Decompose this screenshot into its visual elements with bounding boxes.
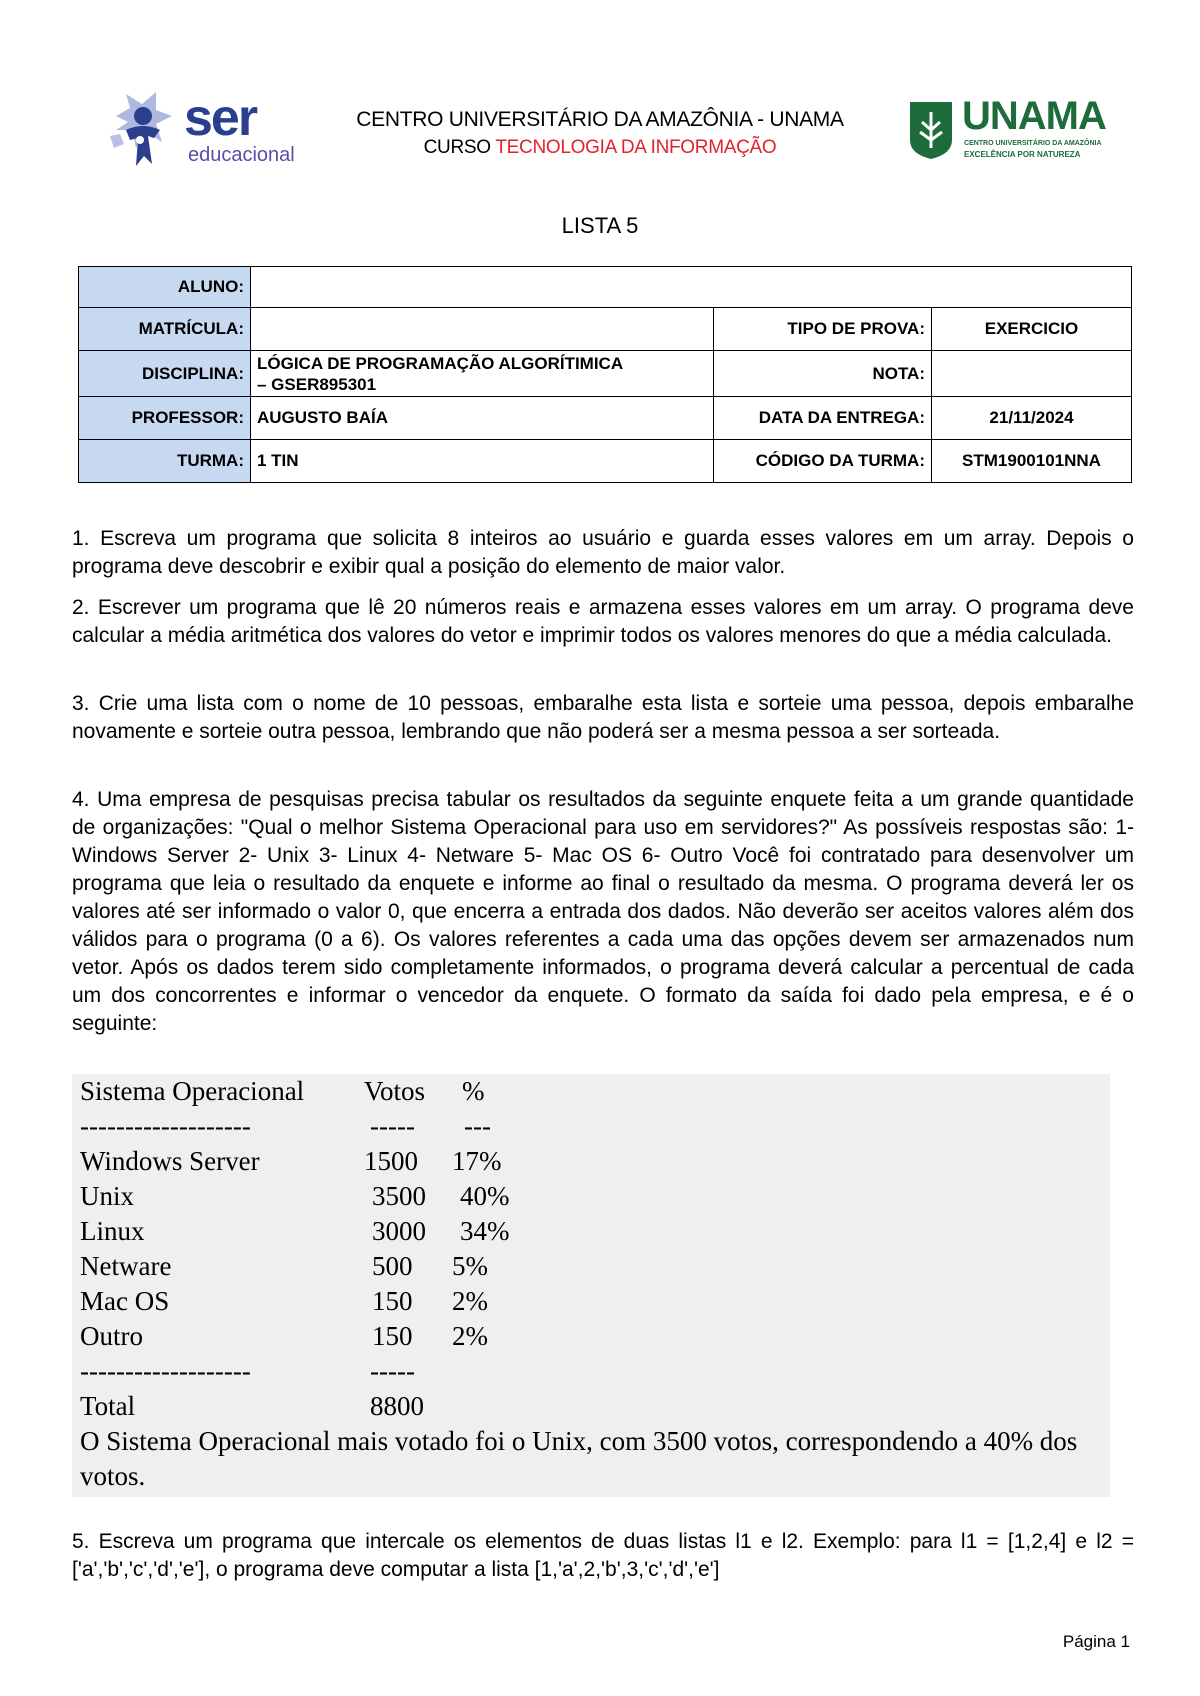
course-line — [300, 137, 900, 159]
dash-col2: ----- — [370, 1111, 415, 1141]
dash-col1: ------------------- — [80, 1111, 251, 1141]
course-prefix: CURSO — [423, 137, 491, 158]
matricula-value[interactable] — [251, 308, 714, 351]
os-name: Windows Server — [80, 1146, 260, 1176]
dash-col3: --- — [464, 1111, 491, 1141]
output-row — [72, 1249, 1110, 1284]
educacional-wordmark: educacional — [188, 144, 295, 166]
output-row — [72, 1179, 1110, 1214]
os-name: Linux — [80, 1216, 145, 1246]
col-votes-header: Votos — [364, 1076, 426, 1106]
disciplina-line1: LÓGICA DE PROGRAMAÇÃO ALGORÍTIMICA — [257, 353, 624, 373]
os-votes: 3000 — [372, 1216, 426, 1246]
total-label: Total — [80, 1391, 136, 1421]
professor-label: PROFESSOR: — [79, 397, 251, 440]
output-row — [72, 1284, 1110, 1319]
tipo-prova-label: TIPO DE PROVA: — [714, 308, 932, 351]
col-pct-header: % — [462, 1076, 485, 1106]
os-votes: 150 — [372, 1321, 413, 1351]
matricula-label: MATRÍCULA: — [79, 308, 251, 351]
aluno-label: ALUNO: — [79, 267, 251, 308]
unama-shield-icon — [908, 100, 954, 160]
nota-label: NOTA: — [714, 351, 932, 397]
question-4: 4. Uma empresa de pesquisas precisa tabular os resultados da seguinte enquete feita a um grande quantidade de organizações: "Qual o melhor Sistema Operacional para uso em servidores?" As possíveis respostas são: 1- Windows Server 2- Unix 3- Linux 4- Netware 5- Mac OS 6- Outro Você foi contratado para desenvolver um programa que leia o resultado da enquete e informe ao final o resultado da mesma. O programa deverá ler os valores até ser informado o valor 0, que encerra a entrada dos dados. Não deverão ser aceitos valores além dos válidos para o programa (0 a 6). Os valores referentes a cada uma das opções devem ser armazenados num vetor. Após os dados terem sido completamente informados, o programa deverá calcular a percentual de cada um dos concorrentes e informar o vencedor da enquete. O formato da saída foi dado pela empresa, e é o seguinte: — [72, 788, 1134, 1035]
page-title: LISTA 5 — [561, 213, 639, 238]
question-3: 3. Crie uma lista com o nome de 10 pessoas, embaralhe esta lista e sorteie uma pessoa, depois embaralhe novamente e sorteie outra pessoa, lembrando que não poderá ser a mesma pessoa a ser sorteada. — [72, 692, 1134, 743]
output-format-example — [72, 1074, 1110, 1497]
os-name: Outro — [80, 1321, 143, 1351]
total-value: 8800 — [370, 1391, 424, 1421]
unama-tagline: EXCELÊNCIA POR NATUREZA — [964, 150, 1081, 159]
os-pct: 34% — [460, 1216, 510, 1246]
os-pct: 2% — [452, 1286, 488, 1316]
question-2: 2. Escrever um programa que lê 20 números reais e armazena esses valores em um array. O programa deve calcular a média aritmética dos valores do vetor e imprimir todos os valores menores do que a média calculada. — [72, 596, 1134, 647]
data-entrega-value: 21/11/2024 — [932, 397, 1132, 440]
tipo-prova-value: EXERCICIO — [932, 308, 1132, 351]
ser-wordmark: ser — [184, 89, 257, 147]
ser-educacional-logo — [96, 86, 296, 178]
os-name: Mac OS — [80, 1286, 170, 1316]
output-row — [72, 1319, 1110, 1354]
output-total-row — [72, 1389, 1110, 1424]
unama-subtitle: CENTRO UNIVERSITÁRIO DA AMAZÔNIA — [964, 140, 1102, 147]
os-pct: 40% — [460, 1181, 510, 1211]
student-info-table — [78, 266, 1132, 483]
output-dash-row-2 — [72, 1354, 1110, 1389]
output-dash-row — [72, 1109, 1110, 1144]
nota-value[interactable] — [932, 351, 1132, 397]
os-votes: 3500 — [372, 1181, 426, 1211]
aluno-value[interactable] — [251, 267, 1132, 308]
os-votes: 150 — [372, 1286, 413, 1316]
course-name: TECNOLOGIA DA INFORMAÇÃO — [495, 137, 777, 158]
question-1: 1. Escreva um programa que solicita 8 inteiros ao usuário e guarda esses valores em um array. Depois o programa deve descobrir e exibir qual a posição do elemento de maior valor. — [72, 527, 1134, 578]
output-header-row — [72, 1074, 1110, 1109]
os-pct: 5% — [452, 1251, 488, 1281]
institution-title: CENTRO UNIVERSITÁRIO DA AMAZÔNIA - UNAMA — [356, 108, 844, 131]
unama-logo — [908, 94, 1118, 162]
disciplina-label: DISCIPLINA: — [79, 351, 251, 397]
os-pct: 2% — [452, 1321, 488, 1351]
dash2-col2: ----- — [370, 1356, 415, 1386]
os-name: Unix — [80, 1181, 134, 1211]
output-row — [72, 1214, 1110, 1249]
question-5: 5. Escreva um programa que intercale os elementos de duas listas l1 e l2. Exemplo: para l1 = [1,2,4] e l2 =['a','b','c','d','e'], o programa deve computar a lista [1,'a',2,'b',3,'c','d','e'] — [72, 1530, 1134, 1581]
page-number: Página 1 — [1062, 1632, 1130, 1651]
professor-value: AUGUSTO BAÍA — [251, 397, 714, 440]
col-os-header: Sistema Operacional — [80, 1076, 305, 1106]
codigo-turma-value: STM1900101NNA — [932, 440, 1132, 483]
turma-label: TURMA: — [79, 440, 251, 483]
output-row — [72, 1144, 1110, 1179]
os-votes: 500 — [372, 1251, 413, 1281]
os-name: Netware — [80, 1251, 172, 1281]
output-summary: O Sistema Operacional mais votado foi o Unix, com 3500 votos, correspondendo a 40% dos votos. — [80, 1426, 1078, 1491]
os-pct: 17% — [452, 1146, 502, 1176]
disciplina-line2: – GSER895301 — [257, 374, 377, 394]
codigo-turma-label: CÓDIGO DA TURMA: — [714, 440, 932, 483]
os-votes: 1500 — [364, 1146, 418, 1176]
data-entrega-label: DATA DA ENTREGA: — [714, 397, 932, 440]
disciplina-value — [251, 351, 714, 397]
unama-wordmark: UNAMA — [962, 94, 1106, 138]
turma-value: 1 TIN — [251, 440, 714, 483]
dash2-col1: ------------------- — [80, 1356, 251, 1386]
